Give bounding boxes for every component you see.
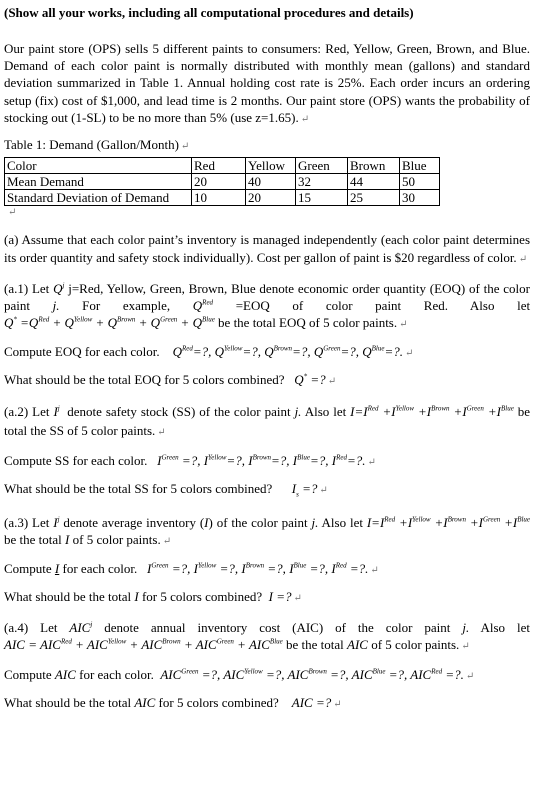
table-caption: Table 1: Demand (Gallon/Month) ↵: [4, 136, 190, 152]
table-cell: Standard Deviation of Demand: [5, 190, 192, 206]
table-row: [5, 174, 440, 190]
intro-paragraph: Our paint store (OPS) sells 5 different paints to consumers: Red, Yellow, Green, Brown, and Blue. Demand of each color paint is normally distributed with monthly mean (gallons) and standard deviation summarized in Table 1. Annual holding cost rate is 25%. Each order incurs an ordering setup (fix) cost of $1,000, and lead time is 2 months. Our paint store (OPS) wants the probability of stocking out (1-SL) to be no more than 5% (use z=1.65). ↵: [4, 41, 530, 125]
a3-question: What should be the total I for 5 colors combined? I =? ↵: [4, 589, 302, 605]
demand-table: [4, 157, 440, 206]
a4-definition: (a.4) Let AIC$^j$ denote annual inventory cost (AIC) of the color paint j. Also let AIC = $AIC^{Red} + AIC^{Yellow} + AIC^{Brown} + AIC^{Green} + AIC^{Blue}$ be the total AIC of 5 color paints. ↵: [4, 620, 530, 653]
table-cell: 10: [192, 190, 246, 206]
table-cell: 32: [296, 174, 348, 190]
table-header-cell: Blue: [400, 158, 440, 174]
a3-compute: Compute I for each color. $I^{Green}$ =?, $I^{Yellow}$ =?, $I^{Brown}$ =?, $I^{Blue}$ =?, $I^{Red}$ =?. ↵: [4, 560, 379, 576]
table-cell: 40: [246, 174, 296, 190]
table-cell: 44: [348, 174, 400, 190]
a1-definition: (a.1) Let $Q^j$ j=Red, Yellow, Green, Brown, Blue denote economic order quantity (EOQ) of the color paint j. For example, $Q^{Red} =EOQ$ of color paint Red. Also let $Q^* =Q^{Red} + Q^{Yellow} + Q^{Brown} + Q^{Green} + Q^{Blue}$ be the total EOQ of 5 color paints. ↵: [4, 280, 531, 330]
a2-question: What should be the total SS for 5 colors combined? $I_s$ =? ↵: [4, 480, 328, 499]
a3-definition: (a.3) Let $I^j$ denote average inventory (I) of the color paint j. Also let $I=I^{Red} +I^{Yellow} +I^{Brown} +I^{Green} +I^{Blue}$ be the total I of 5 color paints. ↵: [4, 514, 531, 547]
table-cell: 20: [246, 190, 296, 206]
a4-compute: Compute AIC for each color. $AIC^{Green}$ =?, $AIC^{Yellow}$ =?, $AIC^{Brown}$ =?, $AIC^{Blue}$ =?, $AIC^{Red}$ =?. ↵: [4, 666, 475, 682]
a1-compute: Compute EOQ for each color. $Q^{Red}=$?, $Q^{Yellow}=$?, $Q^{Brown}=$?, $Q^{Green}=$?, $Q^{Blue}=$?. ↵: [4, 344, 414, 360]
table-header-row: [5, 158, 440, 174]
table-header-cell: Yellow: [246, 158, 296, 174]
table-cell: 15: [296, 190, 348, 206]
a4-question: What should be the total AIC for 5 colors combined? AIC =? ↵: [4, 694, 342, 710]
a1-question: What should be the total EOQ for 5 colors combined? Q* =? ↵: [4, 372, 337, 388]
table-cell: 25: [348, 190, 400, 206]
a2-definition: (a.2) Let $I^j$ denote safety stock (SS) of the color paint j. Also let $I=I^{Red} +I^{Yellow} +I^{Brown} +I^{Green} +I^{Blue}$ be total the SS of 5 color paints. ↵: [4, 403, 531, 439]
table-cell: 50: [400, 174, 440, 190]
table-cell: 30: [400, 190, 440, 206]
table-row: [5, 190, 440, 206]
a2-compute: Compute SS for each color. $I^{Green}$ =?, $I^{Yellow}=$?, $I^{Brown}=$?, $I^{Blue}=$?, $I^{Red}=$?. ↵: [4, 452, 376, 468]
table-header-cell: Green: [296, 158, 348, 174]
table-header-cell: Color: [5, 158, 192, 174]
part-a-paragraph: (a) Assume that each color paint’s inventory is managed independently (each color paint determines its order quantity and safety stock individually). Cost per gallon of paint is $20 regardless of color. ↵: [4, 232, 530, 265]
table-header-cell: Red: [192, 158, 246, 174]
document-page: (Show all your works, including all computational procedures and details) Our paint store (OPS) sells 5 different paints to consumers: Red, Yellow, Green, Brown, and Blue. Demand of each color paint is normally distributed with monthly mean (gallons) and standard deviation summarized in Table 1. Annual holding cost rate is 25%. Each order incurs an ordering setup (fix) cost of $1,000, and lead time is 2 months. Our paint store (OPS) wants the probability of stocking out (1-SL) to be no more than 5% (use z=1.65). ↵ Table 1: Demand (Gallon/Month) ↵ Color Red Yellow Green Brown Blue Mean Demand 20 40 32 44 50 Standard Deviation of Demand 10 20 15 25 30 ↵ (a) Assume that each color paint’s inventory is managed independently (each color paint determines its order quantity and safety stock individually). Cost per gallon of paint is $20 regardless of color. ↵ (a.1) Let $Q^j$ j=Red, Yellow, Green, Brown, Blue denote economic order quantity (EOQ) of the color paint j. For example, $Q^{Red} =EOQ$ of color paint Red. Also let $Q^* =Q^{Red} + Q^{Yellow} + Q^{Brown} + Q^{Green} + Q^{Blue}$ be the total EOQ of 5 color paints. ↵ Compute EOQ for each color. $Q^{Red}=$?, $Q^{Yellow}=$?, $Q^{Brown}=$?, $Q^{Green}=$?, $Q^{Blue}=$?. ↵ What should be the total EOQ for 5 colors combined? Q* =? ↵ (a.2) Let $I^j$ denote safety stock (SS) of the color paint j. Also let $I=I^{Red} +I^{Yellow} +I^{Brown} +I^{Green} +I^{Blue}$ be total the SS of 5 color paints. ↵ Compute SS for each color. $I^{Green}$ =?, $I^{Yellow}=$?, $I^{Brown}=$?, $I^{Blue}=$?, $I^{Red}=$?. ↵ What should be the total SS for 5 colors combined? $I_s$ =? ↵ (a.3) Let $I^j$ denote average inventory (I) of the color paint j. Also let $I=I^{Red} +I^{Yellow} +I^{Brown} +I^{Green} +I^{Blue}$ be the total I of 5 color paints. ↵ Compute I for each color. $I^{Green}$ =?, $I^{Yellow}$ =?, $I^{Brown}$ =?, $I^{Blue}$ =?, $I^{Red}$ =?. ↵ What should be the total I for 5 colors combined? I =? ↵ (a.4) Let AIC$^j$ denote annual inventory cost (AIC) of the color paint j. Also let AIC = $AIC^{Red} + AIC^{Yellow} + AIC^{Brown} + AIC^{Green} + AIC^{Blue}$ be the total AIC of 5 color paints. ↵ Compute AIC for each color. $AIC^{Green}$ =?, $AIC^{Yellow}$ =?, $AIC^{Brown}$ =?, $AIC^{Blue}$ =?, $AIC^{Red}$ =?. ↵ What should be the total AIC for 5 colors combined? AIC =? ↵: [4, 5, 531, 710]
instructions-heading: (Show all your works, including all computational procedures and details): [4, 5, 414, 20]
demand-table-wrapper: [4, 157, 530, 206]
table-cell: 20: [192, 174, 246, 190]
table-header-cell: Brown: [348, 158, 400, 174]
table-cell: Mean Demand: [5, 174, 192, 190]
